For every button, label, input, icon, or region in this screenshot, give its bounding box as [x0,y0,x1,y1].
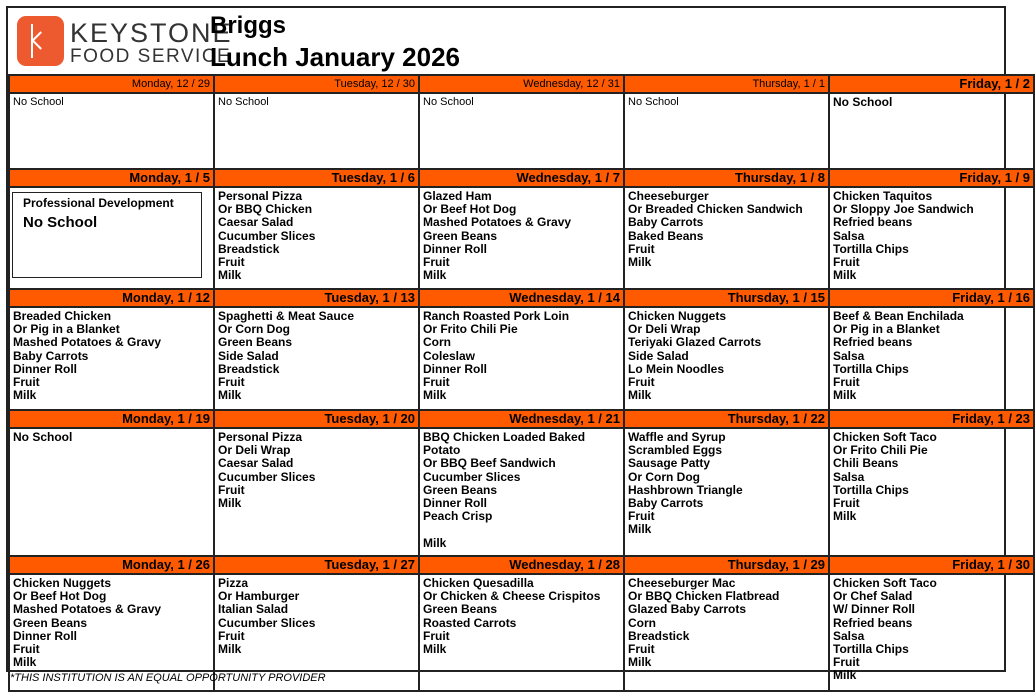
menu-item: Milk [833,668,857,683]
day-menu [829,93,1034,169]
menu-item: Or Beef Hot Dog [13,589,107,604]
menu-item: BBQ Chicken Loaded Baked [423,430,586,444]
menu-item: Fruit [13,642,40,657]
menu-item: Refried beans [833,335,913,350]
menu-item: Mashed Potatoes & Gravy [423,215,572,230]
day-menu [829,574,1034,691]
menu-item: Side Salad [218,348,279,363]
menu-item: Tortilla Chips [833,361,909,376]
menu-item: Baby Carrots [628,496,704,511]
menu-item: Fruit [218,628,245,643]
menu-item: Milk [423,535,447,550]
menu-item: No School [13,96,64,108]
day-menu [624,428,829,556]
menu-item: Fruit [833,496,860,511]
notice-box [12,192,202,278]
menu-item: Milk [13,388,37,403]
day-header: Thursday, 1 / 15 [624,289,829,307]
menu-item: Or Beef Hot Dog [423,202,517,217]
menu-item: Breaded Chicken [13,309,112,323]
day-header: Friday, 1 / 9 [829,169,1034,187]
menu-item: Milk [218,268,242,283]
day-menu [9,187,214,289]
menu-item: Or Breaded Chicken Sandwich [628,202,803,217]
menu-item: Salsa [833,228,865,243]
menu-item: Cheeseburger [628,189,709,203]
menu-item: Cucumber Slices [218,228,316,243]
menu-item: Milk [628,388,652,403]
menu-item: Tortilla Chips [833,482,909,497]
day-header: Friday, 1 / 30 [829,556,1034,574]
menu-item: Milk [833,509,857,524]
day-menu [624,574,829,691]
menu-item: Personal Pizza [218,189,303,203]
menu-item: Salsa [833,469,865,484]
menu-item: Or Deli Wrap [218,443,291,458]
menu-item: Glazed Baby Carrots [628,602,747,617]
menu-item: Caesar Salad [218,456,294,471]
menu-item: Or Pig in a Blanket [13,322,120,337]
day-header: Friday, 1 / 23 [829,410,1034,428]
day-header: Tuesday, 1 / 6 [214,169,419,187]
menu-item: Milk [13,655,37,670]
week-menu-row [9,428,1034,556]
school-name: Briggs [210,12,287,39]
week-menu-row [9,93,1034,169]
menu-item: Roasted Carrots [423,615,517,630]
day-menu [9,93,214,169]
day-menu [419,307,624,410]
day-menu [829,428,1034,556]
day-header: Tuesday, 12 / 30 [214,75,419,93]
menu-item: W/ Dinner Roll [833,602,915,617]
menu-item: Chili Beans [833,456,899,471]
day-menu [9,307,214,410]
menu-item: Baby Carrots [13,348,89,363]
menu-item: Milk [218,642,242,657]
menu-item: Cucumber Slices [218,469,316,484]
day-menu [419,93,624,169]
menu-item: Salsa [833,628,865,643]
day-menu [624,187,829,289]
day-menu [419,574,624,691]
menu-title: Lunch January 2026 [210,42,460,72]
menu-item: Potato [423,443,461,458]
menu-item: Ranch Roasted Pork Loin [423,309,570,323]
menu-item: Chicken Nuggets [628,309,727,323]
menu-item: Or Chef Salad [833,589,913,604]
menu-item: Corn [423,335,451,350]
menu-item: Baked Beans [628,228,704,243]
menu-item: Chicken Taquitos [833,189,933,203]
menu-item: Personal Pizza [218,430,303,444]
day-header: Friday, 1 / 2 [829,75,1034,93]
menu-item: Milk [628,255,652,270]
keystone-logo-icon [17,16,64,66]
menu-item: Fruit [423,375,450,390]
menu-item: Fruit [833,255,860,270]
day-header: Monday, 12 / 29 [9,75,214,93]
day-header: Monday, 1 / 12 [9,289,214,307]
menu-item: Green Beans [423,228,498,243]
day-header: Friday, 1 / 16 [829,289,1034,307]
menu-item: Fruit [218,255,245,270]
menu-item: Cheeseburger Mac [628,576,736,590]
menu-item: Chicken Soft Taco [833,430,937,444]
day-header: Wednesday, 12 / 31 [419,75,624,93]
menu-item: No School [423,96,474,108]
menu-item: No School [628,96,679,108]
menu-item: Italian Salad [218,602,289,617]
week-header-row [9,410,1034,428]
menu-item: Beef & Bean Enchilada [833,309,964,323]
day-header: Thursday, 1 / 1 [624,75,829,93]
day-menu [214,428,419,556]
header [8,8,1004,74]
menu-item: Green Beans [218,335,293,350]
menu-item: Fruit [218,375,245,390]
menu-item: Breadstick [628,628,690,643]
menu-item: Fruit [13,375,40,390]
menu-item: Pizza [218,576,249,590]
menu-item: Refried beans [833,215,913,230]
menu-item: Or BBQ Chicken [218,202,313,217]
menu-item: Corn [628,615,656,630]
day-header: Wednesday, 1 / 21 [419,410,624,428]
menu-item: Breadstick [218,241,280,256]
menu-item: Milk [218,496,242,511]
menu-item: Milk [423,388,447,403]
day-menu [214,187,419,289]
menu-item: Dinner Roll [423,241,488,256]
day-header: Tuesday, 1 / 13 [214,289,419,307]
menu-item: Dinner Roll [13,628,78,643]
menu-item: Milk [833,388,857,403]
menu-item: Fruit [423,628,450,643]
brand-name: KEYSTONE [70,18,233,48]
menu-item: Hashbrown Triangle [628,482,743,497]
menu-item: Or Corn Dog [218,322,290,337]
menu-item: Milk [628,522,652,537]
menu-item: Lo Mein Noodles [628,361,724,376]
day-menu [829,307,1034,410]
menu-item: Glazed Ham [423,189,492,203]
menu-item: Coleslaw [423,348,476,363]
day-menu [419,428,624,556]
day-menu [419,187,624,289]
week-header-row [9,75,1034,93]
menu-item: Dinner Roll [423,496,488,511]
menu-item: Green Beans [423,482,498,497]
menu-item: Cucumber Slices [423,469,521,484]
day-menu [624,307,829,410]
menu-item: Or Hamburger [218,589,300,604]
menu-item: Side Salad [628,348,689,363]
day-header: Wednesday, 1 / 7 [419,169,624,187]
menu-item: Or Deli Wrap [628,322,701,337]
menu-item: No School [13,430,73,444]
menu-item: Fruit [218,482,245,497]
footer-note: *THIS INSTITUTION IS AN EQUAL OPPORTUNITY PROVIDER [10,672,326,684]
day-header: Monday, 1 / 5 [9,169,214,187]
day-menu [214,93,419,169]
menu-item: Breadstick [218,361,280,376]
professional-development-label: Professional Development [23,196,174,210]
menu-item: Milk [423,642,447,657]
day-header: Thursday, 1 / 8 [624,169,829,187]
week-header-row [9,556,1034,574]
brand-subtitle: FOOD SERVICE [70,46,232,67]
menu-item: Baby Carrots [628,215,704,230]
day-header: Tuesday, 1 / 27 [214,556,419,574]
day-header: Monday, 1 / 26 [9,556,214,574]
menu-item: Teriyaki Glazed Carrots [628,335,762,350]
day-header: Thursday, 1 / 29 [624,556,829,574]
menu-item: Refried beans [833,615,913,630]
menu-item: Fruit [628,509,655,524]
menu-item: Fruit [628,241,655,256]
week-menu-row [9,307,1034,410]
menu-item: Waffle and Syrup [628,430,726,444]
menu-item: Dinner Roll [423,361,488,376]
menu-item: Fruit [833,655,860,670]
menu-item: Or Chicken & Cheese Crispitos [423,589,601,604]
menu-item: Or Frito Chili Pie [423,322,518,337]
day-menu [829,187,1034,289]
day-header: Monday, 1 / 19 [9,410,214,428]
menu-item: No School [218,96,269,108]
menu-item: Caesar Salad [218,215,294,230]
menu-item: Mashed Potatoes & Gravy [13,335,162,350]
menu-item: Dinner Roll [13,361,78,376]
menu-item: Chicken Soft Taco [833,576,937,590]
day-menu [9,428,214,556]
menu-item: Peach Crisp [423,509,493,524]
menu-item: Tortilla Chips [833,642,909,657]
day-header: Wednesday, 1 / 28 [419,556,624,574]
menu-item: Milk [218,388,242,403]
menu-item: Fruit [628,375,655,390]
menu-item: Or Sloppy Joe Sandwich [833,202,974,217]
menu-item: Milk [628,655,652,670]
menu-item: Mashed Potatoes & Gravy [13,602,162,617]
menu-item: Fruit [833,375,860,390]
menu-item: Salsa [833,348,865,363]
day-menu [624,93,829,169]
menu-item: Or Pig in a Blanket [833,322,940,337]
menu-item: Chicken Nuggets [13,576,112,590]
menu-item: Spaghetti & Meat Sauce [218,309,355,323]
menu-item: Scrambled Eggs [628,443,723,458]
menu-item: Fruit [423,255,450,270]
calendar-grid [8,74,1035,692]
menu-item: Milk [833,268,857,283]
menu-item: Green Beans [423,602,498,617]
menu-item: No School [833,95,893,109]
menu-item: Sausage Patty [628,456,711,471]
menu-item: Cucumber Slices [218,615,316,630]
menu-item: Tortilla Chips [833,241,909,256]
menu-item: Fruit [628,642,655,657]
menu-item [423,523,620,536]
day-header: Tuesday, 1 / 20 [214,410,419,428]
week-menu-row [9,187,1034,289]
menu-item: Milk [423,268,447,283]
menu-item: Green Beans [13,615,88,630]
day-header: Thursday, 1 / 22 [624,410,829,428]
day-menu [214,307,419,410]
day-header: Wednesday, 1 / 14 [419,289,624,307]
menu-item: Chicken Quesadilla [423,576,534,590]
menu-item: Or Frito Chili Pie [833,443,928,458]
menu-item: Or BBQ Beef Sandwich [423,456,556,471]
menu-item: Or BBQ Chicken Flatbread [628,589,780,604]
week-header-row [9,169,1034,187]
week-header-row [9,289,1034,307]
menu-item: Or Corn Dog [628,469,700,484]
no-school-label: No School [23,214,98,232]
